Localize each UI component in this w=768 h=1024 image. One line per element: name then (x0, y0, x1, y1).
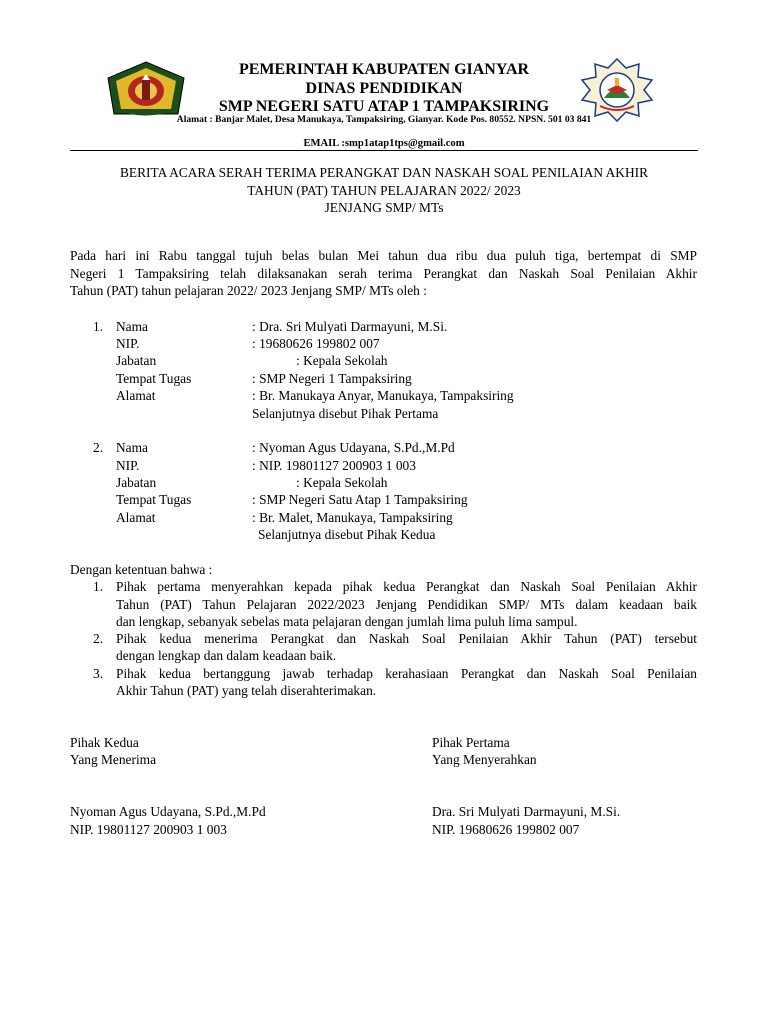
term1-number: 1. (93, 579, 104, 594)
term2-line2: dengan lengkap dan dalam keadaan baik. (116, 648, 337, 663)
party1-workplace-label: Tempat Tugas (116, 371, 192, 386)
document-title-line1: BERITA ACARA SERAH TERIMA PERANGKAT DAN NASKAH SOAL PENILAIAN AKHIR (119, 165, 649, 180)
intro-paragraph-line3: Tahun (PAT) tahun pelajaran 2022/ 2023 Jenjang SMP/ MTs oleh : (70, 283, 427, 298)
document-title-line2: TAHUN (PAT) TAHUN PELAJARAN 2022/ 2023 (247, 183, 521, 198)
signature-right-name: Dra. Sri Mulyati Darmayuni, M.Si. (432, 804, 621, 819)
party1-address-label: Alamat (116, 388, 156, 403)
intro-paragraph-line1: Pada hari ini Rabu tanggal tujuh belas bulan Mei tahun dua ribu dua puluh tiga, bertempat di SMP (70, 248, 697, 263)
party2-position-value: : Kepala Sekolah (296, 475, 388, 490)
letterhead-school-name: SMP NEGERI SATU ATAP 1 TAMPAKSIRING (218, 98, 550, 115)
party2-nip-label: NIP. (116, 458, 140, 473)
signature-right-subtitle: Yang Menyerahkan (432, 752, 537, 767)
term1-line3: dan lengkap, sebanyak sebelas mata pelajaran dengan jumlah lima puluh lima sampul. (116, 614, 578, 629)
letterhead-government: PEMERINTAH KABUPATEN GIANYAR (238, 61, 530, 78)
letterhead-department: DINAS PENDIDIKAN (305, 80, 463, 97)
party2-position-label: Jabatan (116, 475, 157, 490)
party2-workplace-value: : SMP Negeri Satu Atap 1 Tampaksiring (252, 492, 468, 507)
term1-line2: Tahun (PAT) Tahun Pelajaran 2022/2023 Jenjang Pendidikan SMP/ MTs dalam keadaan baik (116, 597, 697, 612)
term3-number: 3. (93, 666, 104, 681)
party1-number: 1. (93, 319, 104, 334)
party2-name-label: Nama (116, 440, 148, 455)
signature-left-nip: NIP. 19801127 200903 1 003 (70, 822, 227, 837)
signature-left-subtitle: Yang Menerima (70, 752, 157, 767)
signature-left-role: Pihak Kedua (70, 735, 139, 750)
signature-left-name: Nyoman Agus Udayana, S.Pd.,M.Pd (70, 804, 266, 819)
terms-heading: Dengan ketentuan bahwa : (70, 562, 213, 577)
letterhead-email: EMAIL :smp1atap1tps@gmail.com (303, 138, 465, 149)
party2-address-label: Alamat (116, 510, 156, 525)
party2-name-value: : Nyoman Agus Udayana, S.Pd.,M.Pd (252, 440, 455, 455)
party1-workplace-value: : SMP Negeri 1 Tampaksiring (252, 371, 412, 386)
signature-right-role: Pihak Pertama (432, 735, 510, 750)
party1-nip-label: NIP. (116, 336, 140, 351)
party1-nip-value: : 19680626 199802 007 (252, 336, 380, 351)
party2-number: 2. (93, 440, 104, 455)
party1-name-value: : Dra. Sri Mulyati Darmayuni, M.Si. (252, 319, 448, 334)
party2-nip-value: : NIP. 19801127 200903 1 003 (252, 458, 416, 473)
term3-line2: Akhir Tahun (PAT) yang telah diserahterimakan. (116, 683, 377, 698)
term2-number: 2. (93, 631, 104, 646)
term1-line1: Pihak pertama menyerahkan kepada pihak kedua Perangkat dan Naskah Soal Penilaian Akhir (116, 579, 697, 594)
party2-address-value: : Br. Malet, Manukaya, Tampaksiring (252, 510, 453, 525)
term3-line1: Pihak kedua bertanggung jawab terhadap kerahasiaan Perangkat dan Naskah Soal Penilaian (116, 666, 697, 681)
party2-workplace-label: Tempat Tugas (116, 492, 192, 507)
party2-designation-note: Selanjutnya disebut Pihak Kedua (258, 527, 436, 542)
party1-name-label: Nama (116, 319, 148, 334)
term2-line1: Pihak kedua menerima Perangkat dan Naskah Soal Penilaian Akhir Tahun (PAT) tersebut (116, 631, 697, 646)
letterhead-divider (70, 150, 698, 151)
letterhead-address: Alamat : Banjar Malet, Desa Manukaya, Tampaksiring, Gianyar. Kode Pos. 80552. NPSN. 501 03 841 (176, 114, 592, 125)
signature-right-nip: NIP. 19680626 199802 007 (432, 822, 580, 837)
intro-paragraph-line2: Negeri 1 Tampaksiring telah dilaksanakan serah terima Perangkat dan Naskah Soal Penilaian Akhir (70, 266, 697, 281)
document-title-line3: JENJANG SMP/ MTs (324, 200, 444, 215)
party1-designation-note: Selanjutnya disebut Pihak Pertama (252, 406, 439, 421)
party1-position-value: : Kepala Sekolah (296, 353, 388, 368)
party1-position-label: Jabatan (116, 353, 157, 368)
party1-address-value: : Br. Manukaya Anyar, Manukaya, Tampaksiring (252, 388, 514, 403)
